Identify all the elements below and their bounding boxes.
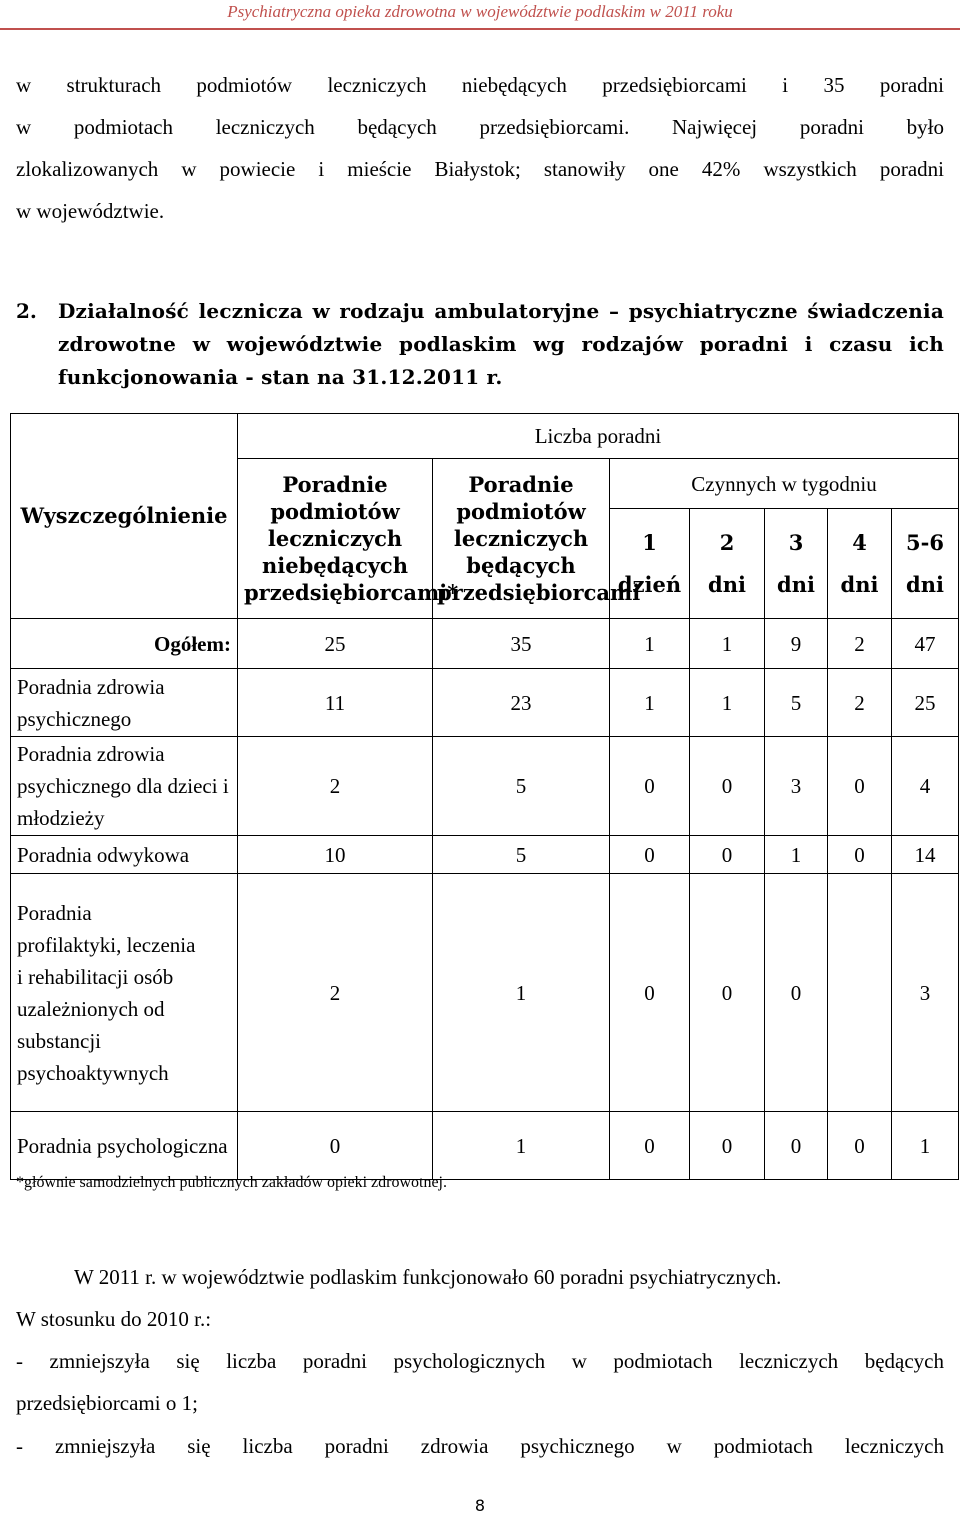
table-footnote: *głównie samodzielnych publicznych zakładów opieki zdrowotnej. xyxy=(16,1174,447,1191)
table-cell: 1 xyxy=(690,619,765,669)
table-cell: 3 xyxy=(765,737,828,836)
table-cell: 0 xyxy=(828,836,892,874)
table-cell: 0 xyxy=(610,874,690,1112)
header-day-5-6: 5-6 dni xyxy=(892,509,959,619)
table-row xyxy=(11,669,959,737)
table-cell: 2 xyxy=(238,874,433,1112)
table-cell: 0 xyxy=(610,1112,690,1180)
row-label: Poradnia psychologiczna xyxy=(11,1112,238,1180)
table-cell: 35 xyxy=(433,619,610,669)
table-cell: 0 xyxy=(690,874,765,1112)
header-day-4: 4 dni xyxy=(828,509,892,619)
running-header: Psychiatryczna opieka zdrowotna w województwie podlaskim w 2011 roku xyxy=(227,2,733,21)
page-number: 8 xyxy=(474,1496,486,1515)
header-rule xyxy=(0,28,960,30)
outro-paragraph-2: W stosunku do 2010 r.: xyxy=(16,1307,212,1331)
table-row xyxy=(11,737,959,836)
table-cell: 0 xyxy=(690,1112,765,1180)
table-cell: 25 xyxy=(238,619,433,669)
header-day-2: 2 dni xyxy=(690,509,765,619)
table-cell: 1 xyxy=(610,669,690,737)
table-cell: 5 xyxy=(433,836,610,874)
table-cell: 1 xyxy=(433,1112,610,1180)
table-cell: 2 xyxy=(238,737,433,836)
table-cell: 0 xyxy=(690,836,765,874)
header-day-1: 1 dzień xyxy=(610,509,690,619)
intro-line-2: w podmiotach leczniczych będących przedsiębiorcami. Najwięcej poradni było xyxy=(16,115,944,139)
table-cell: 1 xyxy=(892,1112,959,1180)
table-cell: 0 xyxy=(238,1112,433,1180)
table-cell: 47 xyxy=(892,619,959,669)
section-number: 2. xyxy=(16,299,37,323)
table-cell: 1 xyxy=(765,836,828,874)
intro-line-1: w strukturach podmiotów leczniczych niebędących przedsiębiorcami i 35 poradni xyxy=(16,73,944,97)
total-label: Ogółem: xyxy=(11,619,238,669)
outro-paragraph-1: W 2011 r. w województwie podlaskim funkcjonowało 60 poradni psychiatrycznych. xyxy=(74,1265,782,1289)
outro-bullet-1-line-2: przedsiębiorcami o 1; xyxy=(16,1391,198,1415)
table-row xyxy=(11,874,959,1112)
table-cell: 5 xyxy=(433,737,610,836)
table-cell: 14 xyxy=(892,836,959,874)
table-cell: 0 xyxy=(828,1112,892,1180)
header-enterprise: Poradnie podmiotów leczniczych będących przedsiębiorcami xyxy=(433,459,610,619)
table-cell: 0 xyxy=(610,836,690,874)
row-label: Poradnia zdrowia psychicznego xyxy=(11,669,238,737)
table-cell: 4 xyxy=(892,737,959,836)
row-label: Poradnia odwykowa xyxy=(11,836,238,874)
table-cell: 1 xyxy=(433,874,610,1112)
table-cell: 0 xyxy=(765,874,828,1112)
table-row-total xyxy=(11,619,959,669)
section-heading xyxy=(16,295,944,394)
table-cell: 9 xyxy=(765,619,828,669)
table-cell: 23 xyxy=(433,669,610,737)
intro-line-4: w województwie. xyxy=(16,199,165,223)
header-wyszczegolnienie: Wyszczególnienie xyxy=(11,414,238,619)
table-cell: 3 xyxy=(892,874,959,1112)
table-cell: 0 xyxy=(765,1112,828,1180)
table-cell: 1 xyxy=(690,669,765,737)
section-title: Działalność lecznicza w rodzaju ambulatoryjne – psychiatryczne świadczenia zdrowotne w województwie podlaskim wg rodzajów poradni i czasu ich funkcjonowania - stan na 31.12.2011 r. xyxy=(58,299,944,389)
table-cell: 1 xyxy=(610,619,690,669)
table-cell: 5 xyxy=(765,669,828,737)
table-cell: 2 xyxy=(828,619,892,669)
clinics-table xyxy=(10,413,959,1180)
intro-line-3: zlokalizowanych w powiecie i mieście Białystok; stanowiły one 42% wszystkich poradni xyxy=(16,157,944,181)
header-day-3: 3 dni xyxy=(765,509,828,619)
table-cell: 10 xyxy=(238,836,433,874)
table-cell: 2 xyxy=(828,669,892,737)
table-row xyxy=(11,836,959,874)
outro-bullet-2-line-1: - zmniejszyła się liczba poradni zdrowia psychicznego w podmiotach leczniczych xyxy=(16,1434,944,1458)
header-non-enterprise: Poradnie podmiotów leczniczych niebędących przedsiębiorcami* xyxy=(238,459,433,619)
table-cell: 0 xyxy=(610,737,690,836)
header-liczba-poradni: Liczba poradni xyxy=(238,414,959,459)
row-label: Poradnia zdrowia psychicznego dla dzieci i młodzieży xyxy=(11,737,238,836)
table-row xyxy=(11,1112,959,1180)
table-cell: 0 xyxy=(690,737,765,836)
table-cell: 0 xyxy=(828,737,892,836)
table-cell xyxy=(828,874,892,1112)
row-label: Poradnia profilaktyki, leczenia i rehabilitacji osób uzależnionych od substancji psychoaktywnych xyxy=(11,874,238,1112)
table-cell: 11 xyxy=(238,669,433,737)
header-weekly: Czynnych w tygodniu xyxy=(610,459,959,509)
table-cell: 25 xyxy=(892,669,959,737)
outro-bullet-1-line-1: - zmniejszyła się liczba poradni psychologicznych w podmiotach leczniczych będących xyxy=(16,1349,944,1373)
